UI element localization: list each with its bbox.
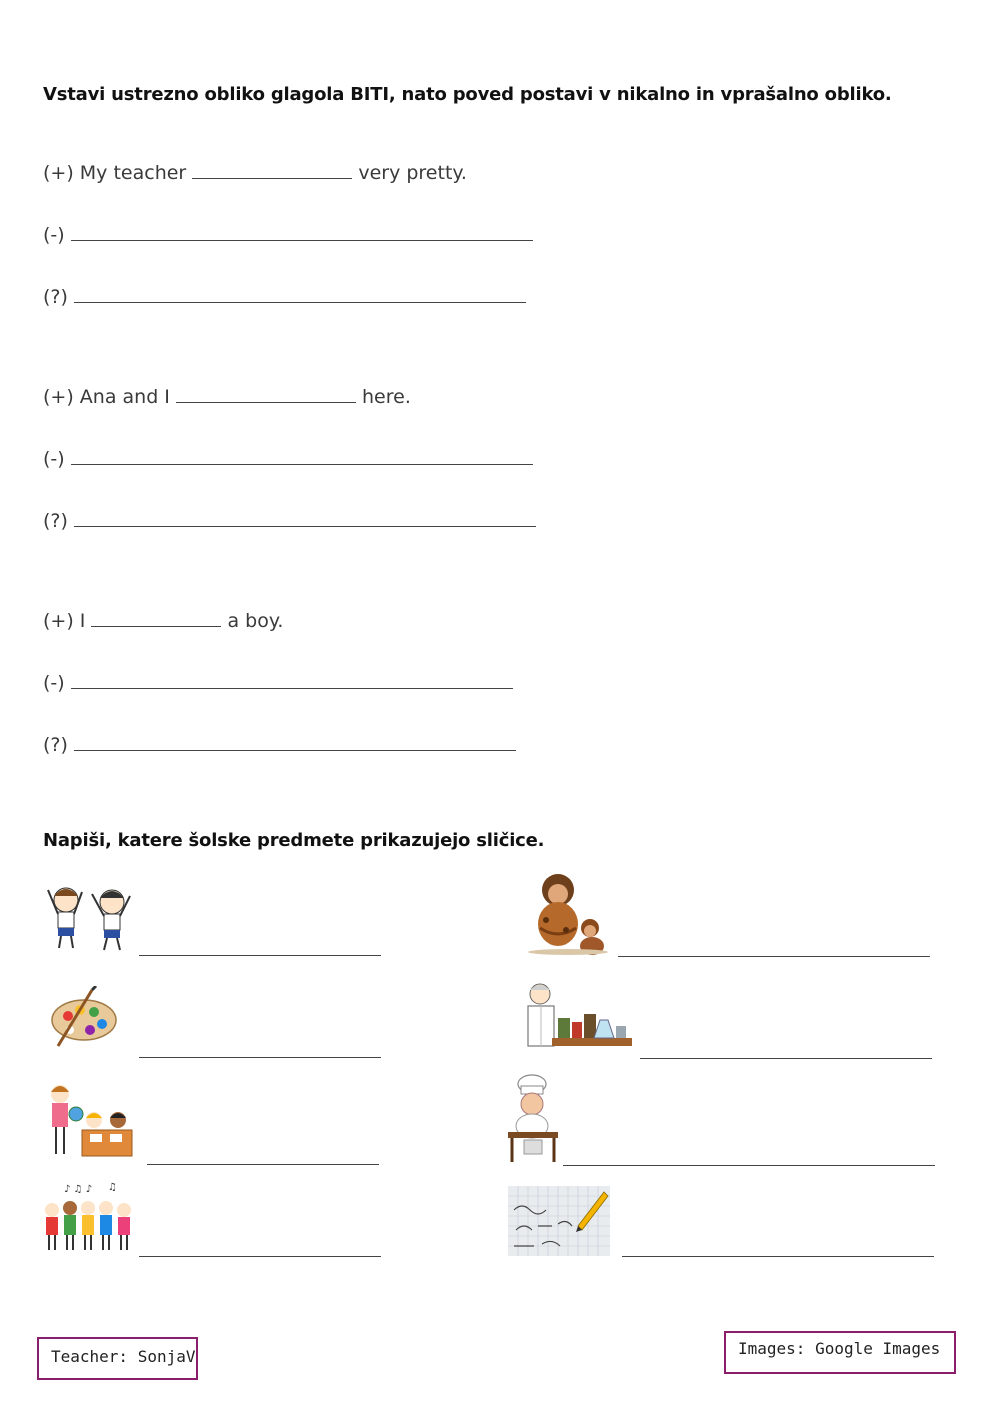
exercise-2-negative-line[interactable] [71,444,533,465]
exercise-2-blank[interactable] [176,382,356,403]
answer-line-history[interactable] [618,956,930,957]
exercise-1-negative [43,220,533,246]
images-credit: Images: Google Images [724,1331,956,1374]
exercise-1-question-prefix: (?) [43,286,68,308]
answer-line-pe[interactable] [139,955,381,956]
exercise-1-positive-prefix: (+) My teacher [43,162,187,184]
exercise-3-negative-prefix: (-) [43,672,65,694]
answer-line-music[interactable] [139,1256,381,1257]
answer-line-art[interactable] [139,1057,381,1058]
answer-line-maths[interactable] [622,1256,934,1257]
physical-education-picture [42,878,136,954]
answer-line-science[interactable] [640,1058,932,1059]
exercise-1-blank[interactable] [192,158,352,179]
svg-text:♫: ♫ [108,1182,117,1193]
social-studies-picture [46,1080,136,1164]
exercise-3-question-line[interactable] [74,730,516,751]
exercise-2-positive-prefix: (+) Ana and I [43,386,170,408]
answer-line-social-studies[interactable] [147,1164,379,1165]
exercise-2-negative-prefix: (-) [43,448,65,470]
exercise-1-negative-line[interactable] [71,220,533,241]
svg-text:♪ ♫ ♪: ♪ ♫ ♪ [64,1184,93,1195]
exercise-3-blank[interactable] [91,606,221,627]
exercise-2-question-line[interactable] [74,506,536,527]
exercise-2-question-prefix: (?) [43,510,68,532]
art-picture [48,986,120,1050]
exercise-1-question-line[interactable] [74,282,526,303]
exercise-2-positive-suffix: here. [362,386,411,408]
instruction-2: Napiši, katere šolske predmete prikazujejo sličice. [43,830,545,851]
exercise-2-negative [43,444,533,470]
exercise-3-negative-line[interactable] [71,668,513,689]
exercise-1-positive [43,158,467,184]
kid-1 [48,888,82,948]
music-picture [42,1182,136,1256]
answer-line-cooking[interactable] [563,1165,935,1166]
exercise-3-negative [43,668,513,694]
exercise-3-positive-suffix: a boy. [227,610,284,632]
exercise-1-question [43,282,526,308]
exercise-3-question [43,730,516,756]
teacher-credit: Teacher: SonjaV [37,1337,198,1380]
exercise-1-negative-prefix: (-) [43,224,65,246]
cooking-picture [504,1074,562,1164]
history-picture [528,868,614,956]
maths-picture [508,1186,610,1256]
exercise-2-question [43,506,536,532]
exercise-1-positive-suffix: very pretty. [358,162,467,184]
exercise-2-positive [43,382,411,408]
exercise-3-question-prefix: (?) [43,734,68,756]
instruction-1: Vstavi ustrezno obliko glagola BITI, nato poved postavi v nikalno in vprašalno obliko. [43,84,892,105]
kid-2 [92,890,130,950]
exercise-3-positive [43,606,283,632]
science-picture [520,978,634,1054]
exercise-3-positive-prefix: (+) I [43,610,86,632]
